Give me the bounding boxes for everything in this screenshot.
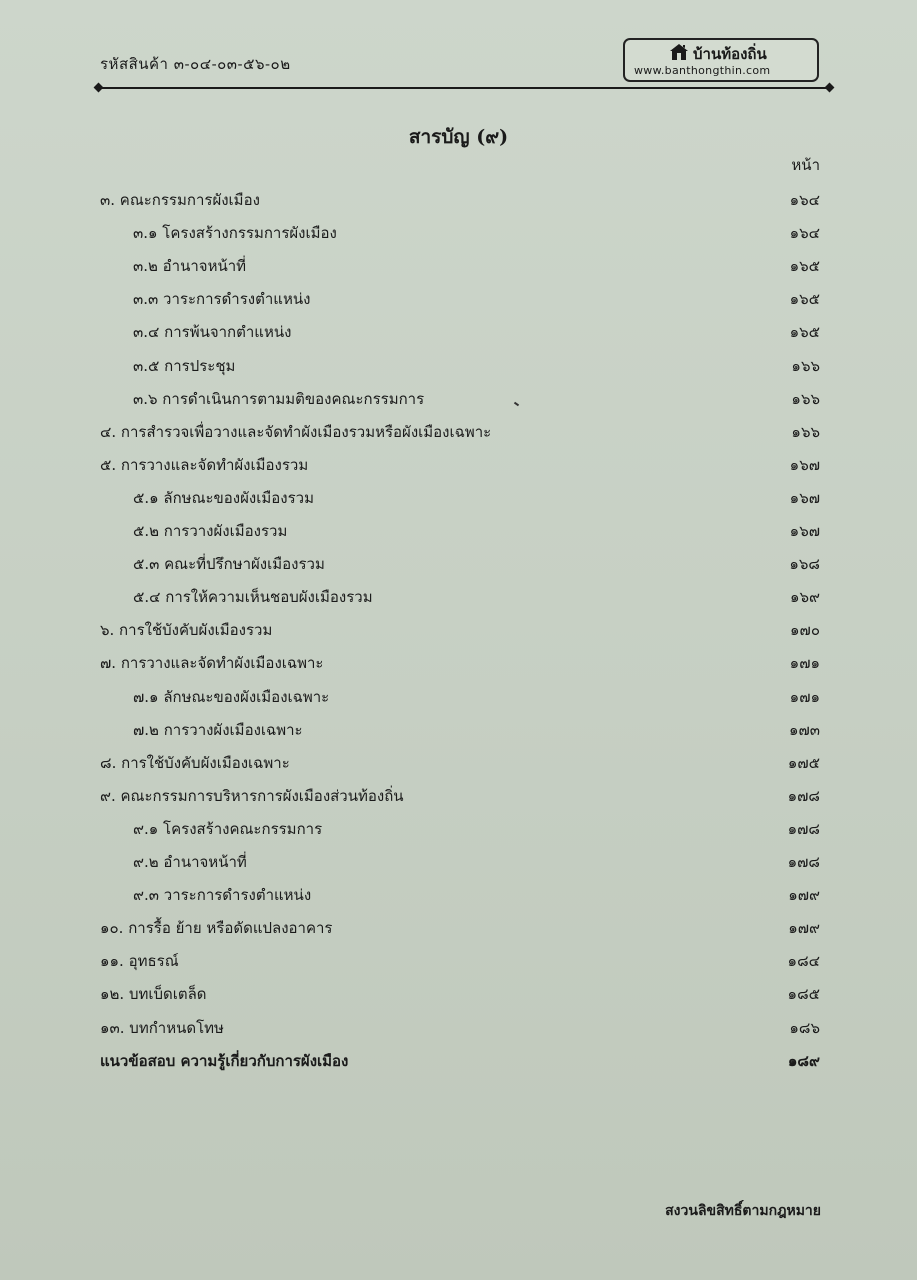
toc-entry-page: ๑๖๕ xyxy=(789,323,820,341)
toc-title: สารบัญ (๙) xyxy=(408,126,509,148)
toc-entry xyxy=(0,517,917,545)
toc-entry-label: ๑๑. อุทธรณ์ xyxy=(100,952,179,970)
toc-entry xyxy=(0,550,917,578)
toc-entry xyxy=(0,385,917,413)
toc-entry-page: ๑๗๑ xyxy=(789,654,820,672)
toc-entry xyxy=(0,252,917,280)
toc-entry xyxy=(0,219,917,247)
toc-entry-label: ๖. การใช้บังคับผังเมืองรวม xyxy=(100,621,273,639)
toc-entry-page: ๑๖๔ xyxy=(789,224,820,242)
toc-entry-label: แนวข้อสอบ ความรู้เกี่ยวกับการผังเมือง xyxy=(100,1052,349,1070)
toc-entry-label: ๕.๓ คณะที่ปรึกษาผังเมืองรวม xyxy=(133,555,325,573)
toc-entry-label: ๓.๔ การพ้นจากตำแหน่ง xyxy=(133,323,292,341)
toc-entry-page: ๑๖๗ xyxy=(789,456,820,474)
toc-entry-page: ๑๗๐ xyxy=(790,621,820,639)
toc-entry-page: ๑๖๘ xyxy=(789,555,820,573)
toc-entry-label: ๓.๓ วาระการดำรงตำแหน่ง xyxy=(133,290,311,308)
toc-entry xyxy=(0,947,917,975)
toc-entry-label: ๓.๑ โครงสร้างกรรมการผังเมือง xyxy=(133,224,337,242)
toc-entry-page: ๑๖๗ xyxy=(789,522,820,540)
toc-entry xyxy=(0,616,917,644)
toc-entry xyxy=(0,649,917,677)
page-column-header: หน้า xyxy=(791,156,820,174)
toc-entry-page: ๑๗๘ xyxy=(787,853,820,871)
toc-entry-page: ๑๗๓ xyxy=(788,721,820,739)
copyright-notice: สงวนลิขสิทธิ์ตามกฎหมาย xyxy=(665,1203,821,1219)
toc-entry-label: ๕.๒ การวางผังเมืองรวม xyxy=(133,522,288,540)
logo-url: www.banthongthin.com xyxy=(634,64,771,77)
logo-badge xyxy=(623,38,819,82)
toc-entry-label: ๕.๑ ลักษณะของผังเมืองรวม xyxy=(133,489,314,507)
toc-entry-label: ๙.๑ โครงสร้างคณะกรรมการ xyxy=(133,820,323,838)
divider-ornament-right xyxy=(825,83,835,93)
toc-entry xyxy=(0,1047,917,1075)
toc-entry xyxy=(0,1014,917,1042)
toc-entry xyxy=(0,352,917,380)
toc-entry xyxy=(0,749,917,777)
product-code: รหัสสินค้า ๓-๐๔-๐๓-๕๖-๐๒ xyxy=(100,55,291,73)
toc-entry xyxy=(0,285,917,313)
toc-entry-label: ๙.๒ อำนาจหน้าที่ xyxy=(133,853,247,871)
toc-entry xyxy=(0,418,917,446)
toc-entry-page: ๑๗๑ xyxy=(789,688,820,706)
toc-entry-page: ๑๘๙ xyxy=(787,1052,820,1070)
toc-entry-page: ๑๗๘ xyxy=(787,787,820,805)
toc-entry-page: ๑๖๙ xyxy=(789,588,820,606)
toc-entry xyxy=(0,583,917,611)
toc-entry-label: ๘. การใช้บังคับผังเมืองเฉพาะ xyxy=(100,754,290,772)
logo-name: บ้านท้องถิ่น xyxy=(693,45,767,63)
header-divider xyxy=(98,87,829,89)
toc-entry-page: ๑๖๕ xyxy=(789,290,820,308)
toc-entry-page: ๑๗๘ xyxy=(787,820,820,838)
toc-entry-label: ๓.๒ อำนาจหน้าที่ xyxy=(133,257,247,275)
toc-entry-page: ๑๘๖ xyxy=(789,1019,820,1037)
toc-entry-label: ๙. คณะกรรมการบริหารการผังเมืองส่วนท้องถิ่น xyxy=(100,787,404,805)
toc-entry xyxy=(0,716,917,744)
toc-entry-label: ๗. การวางและจัดทำผังเมืองเฉพาะ xyxy=(100,654,324,672)
toc-entry xyxy=(0,914,917,942)
toc-entry-label: ๙.๓ วาระการดำรงตำแหน่ง xyxy=(133,886,312,904)
toc-entry xyxy=(0,881,917,909)
toc-entry xyxy=(0,848,917,876)
toc-entry xyxy=(0,683,917,711)
toc-entry-label: ๓.๖ การดำเนินการตามมติของคณะกรรมการ xyxy=(133,390,425,408)
toc-entry-label: ๓. คณะกรรมการผังเมือง xyxy=(100,191,260,209)
toc-entry-page: ๑๘๕ xyxy=(787,985,820,1003)
toc-entry-page: ๑๘๔ xyxy=(787,952,820,970)
toc-entry-label: ๕. การวางและจัดทำผังเมืองรวม xyxy=(100,456,309,474)
toc-entry-page: ๑๗๙ xyxy=(788,886,820,904)
toc-entry-label: ๑๐. การรื้อ ย้าย หรือดัดแปลงอาคาร xyxy=(100,919,333,937)
toc-entry-page: ๑๖๖ xyxy=(791,390,820,408)
toc-entry-page: ๑๖๗ xyxy=(789,489,820,507)
toc-entry-label: ๕.๔ การให้ความเห็นชอบผังเมืองรวม xyxy=(133,588,373,606)
toc-entry-page: ๑๗๕ xyxy=(787,754,820,772)
house-icon xyxy=(669,43,689,61)
toc-entry xyxy=(0,484,917,512)
toc-entry-label: ๗.๑ ลักษณะของผังเมืองเฉพาะ xyxy=(133,688,330,706)
toc-entry-page: ๑๖๖ xyxy=(791,423,820,441)
toc-entry-label: ๑๒. บทเบ็ดเตล็ด xyxy=(100,985,207,1003)
toc-entry xyxy=(0,186,917,214)
toc-entry xyxy=(0,782,917,810)
toc-entry-label: ๗.๒ การวางผังเมืองเฉพาะ xyxy=(133,721,303,739)
toc-entry-page: ๑๗๙ xyxy=(788,919,820,937)
toc-entry xyxy=(0,980,917,1008)
toc-entry-label: ๑๓. บทกำหนดโทษ xyxy=(100,1019,224,1037)
toc-entry-page: ๑๖๔ xyxy=(789,191,820,209)
divider-ornament-left xyxy=(94,83,104,93)
toc-entry-label: ๔. การสำรวจเพื่อวางและจัดทำผังเมืองรวมหรือผังเมืองเฉพาะ xyxy=(100,423,492,441)
toc-entry-page: ๑๖๕ xyxy=(789,257,820,275)
toc-entry xyxy=(0,451,917,479)
toc-entry-label: ๓.๕ การประชุม xyxy=(133,357,236,375)
toc-entry-page: ๑๖๖ xyxy=(791,357,820,375)
toc-entry xyxy=(0,815,917,843)
toc-entry xyxy=(0,318,917,346)
